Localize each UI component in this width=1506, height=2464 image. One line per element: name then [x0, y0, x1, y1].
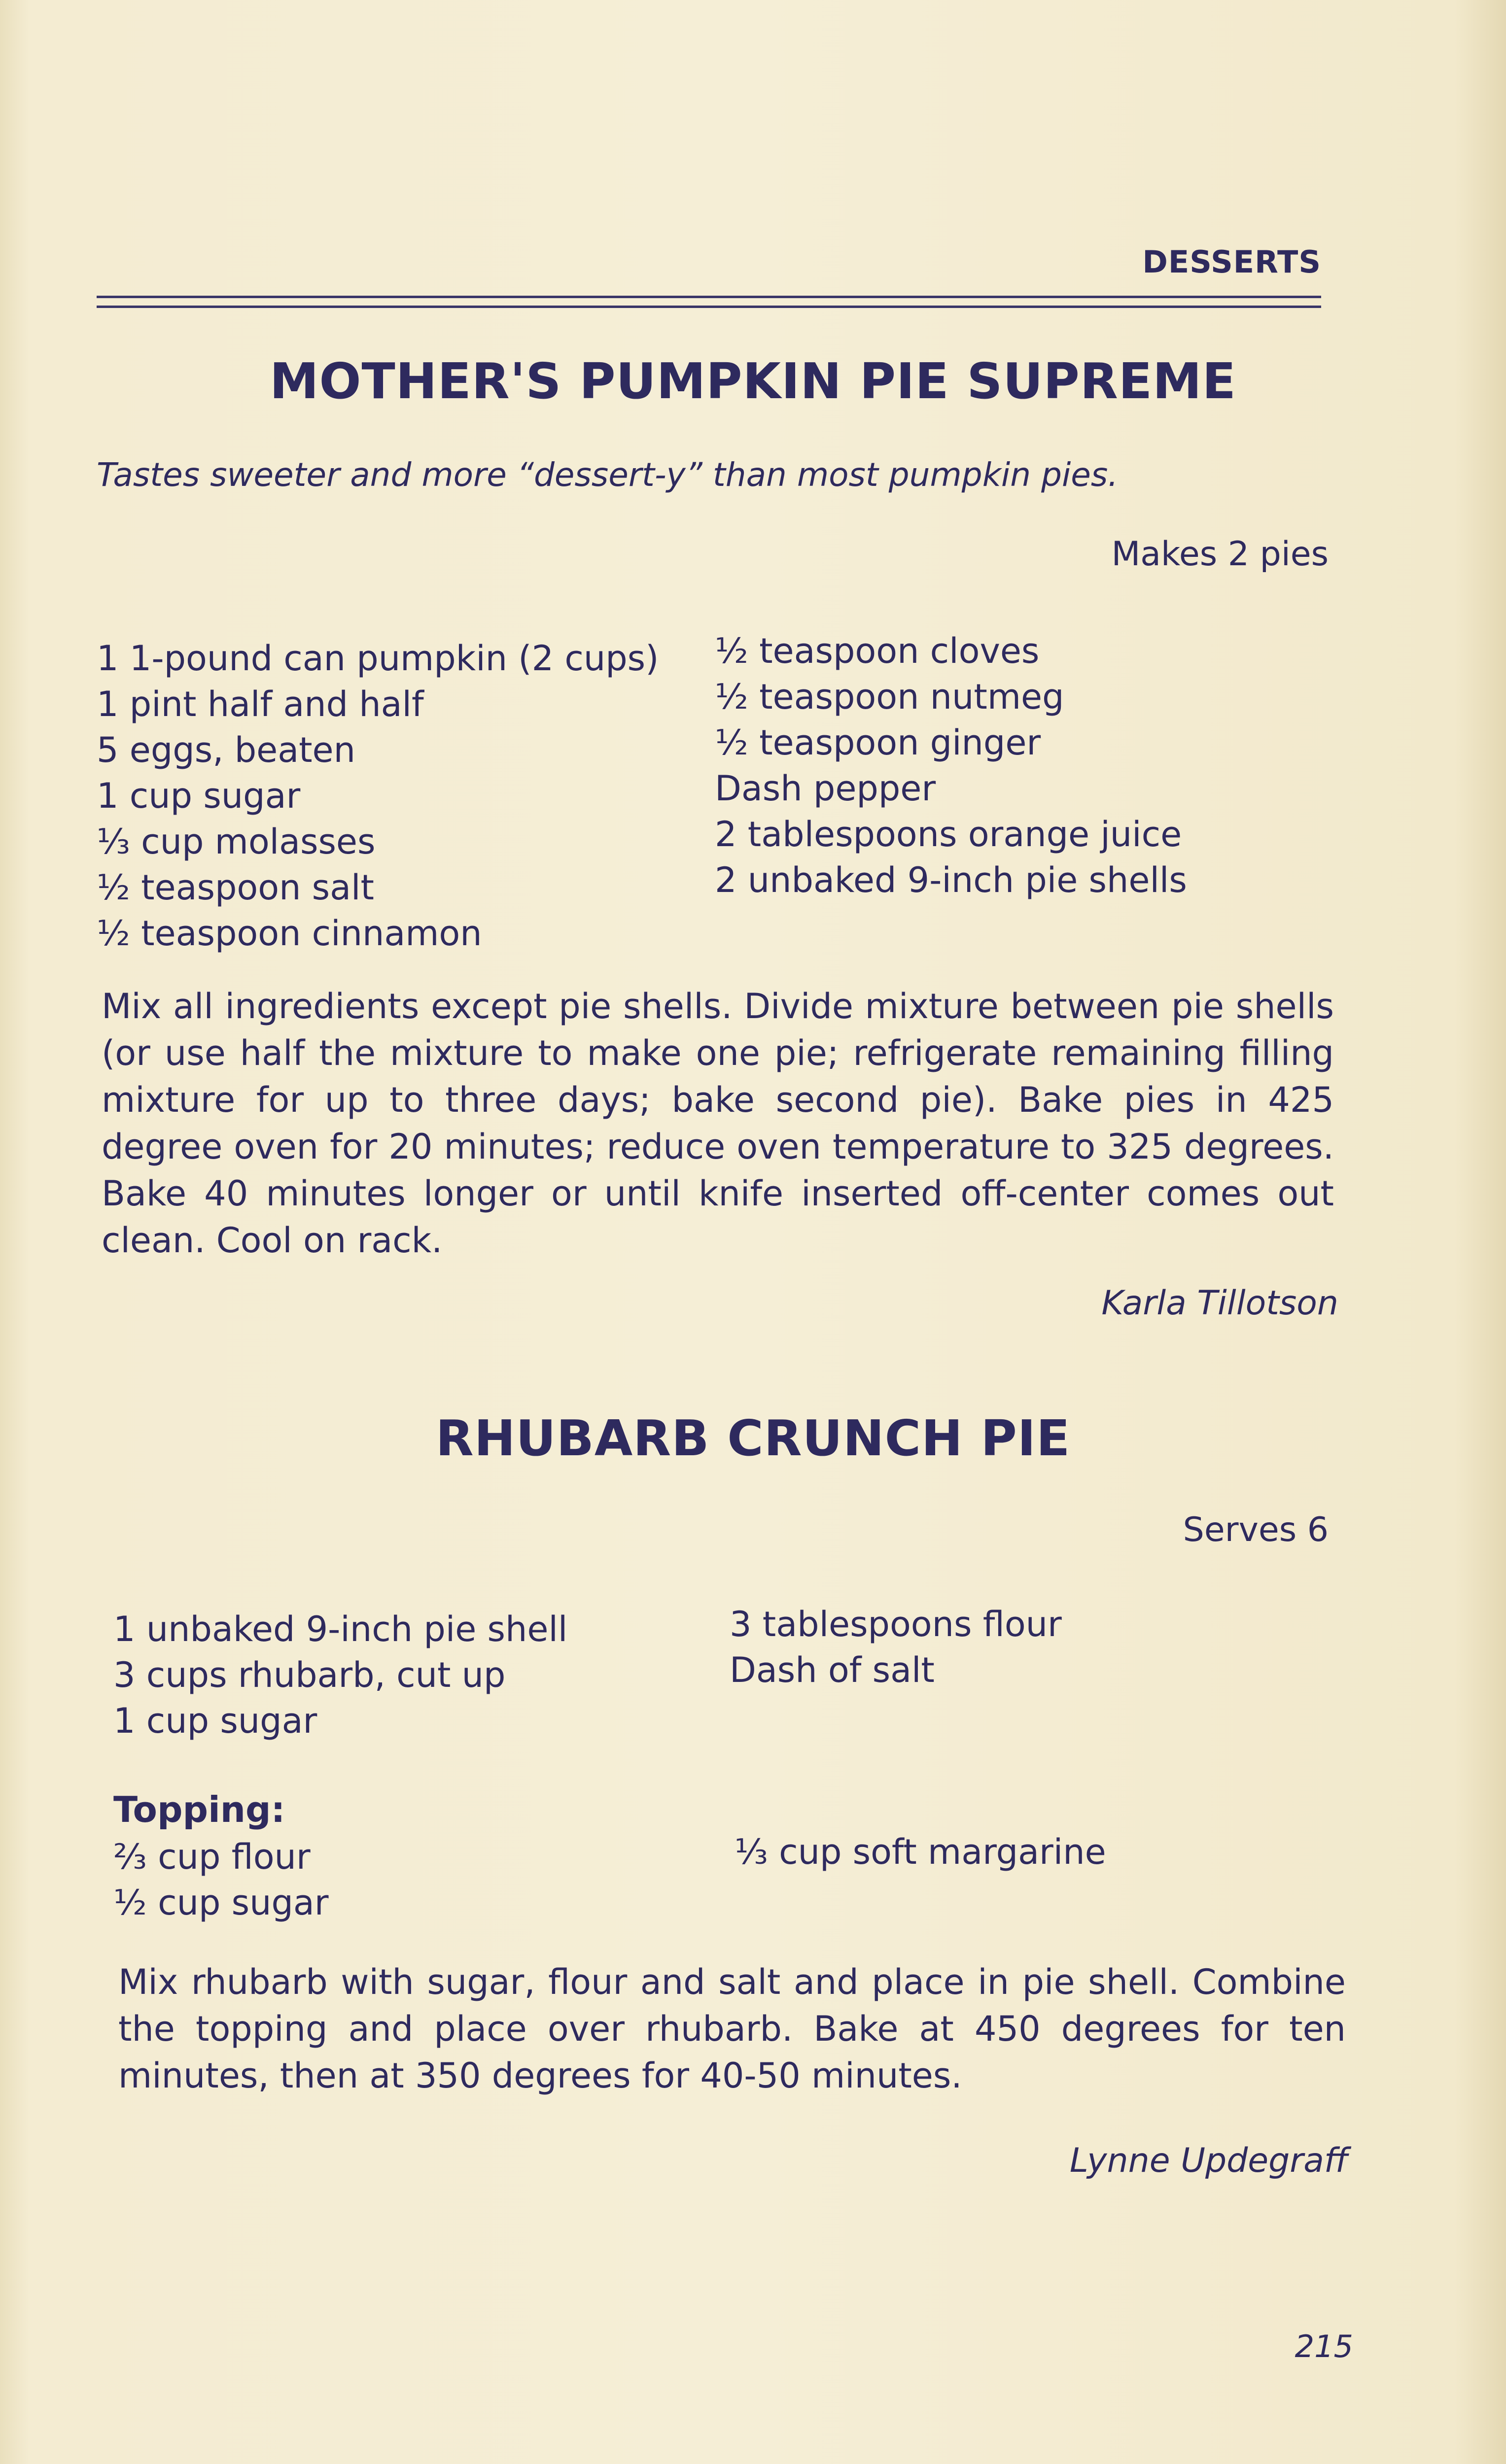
- ingredient-item: Dash of salt: [730, 1650, 935, 1690]
- ingredients-right-column: [715, 628, 1187, 903]
- ingredient-item: 5 eggs, beaten: [97, 730, 355, 770]
- ingredient-item: ½ teaspoon ginger: [715, 722, 1041, 763]
- ingredient-item: 2 tablespoons orange juice: [715, 814, 1182, 855]
- header-rule-top: [97, 296, 1321, 298]
- recipe-yield: Serves 6: [1183, 1510, 1329, 1549]
- ingredient-item: 1 unbaked 9-inch pie shell: [113, 1609, 568, 1649]
- ingredients-right-column: [730, 1602, 1062, 1693]
- recipe-intro: Tastes sweeter and more “dessert-y” than most pumpkin pies.: [97, 456, 1119, 494]
- ingredients-left-column: [97, 636, 659, 957]
- recipe-author: Lynne Updegraff: [1069, 2141, 1348, 2180]
- ingredient-item: ⅓ cup molasses: [97, 821, 376, 862]
- ingredient-item: ⅔ cup flour: [113, 1837, 311, 1877]
- topping-left-column: [113, 1834, 329, 1926]
- ingredient-item: 3 cups rhubarb, cut up: [113, 1655, 506, 1695]
- ingredient-item: ½ teaspoon cinnamon: [97, 913, 482, 954]
- ingredient-item: 1 1-pound can pumpkin (2 cups): [97, 638, 659, 679]
- ingredient-item: ½ cup sugar: [113, 1882, 329, 1923]
- recipe-title: MOTHER'S PUMPKIN PIE SUPREME: [270, 352, 1236, 410]
- recipe-title: RHUBARB CRUNCH PIE: [435, 1409, 1071, 1467]
- topping-right-column: [735, 1829, 1106, 1875]
- ingredient-item: 3 tablespoons flour: [730, 1604, 1062, 1644]
- page-number: 215: [1295, 2328, 1353, 2364]
- recipe-directions: Mix rhubarb with sugar, flour and salt and place in pie shell. Combine the topping and place over rhubarb. Bake at 450 degrees for ten minutes, then at 350 degrees for 40-50 minutes.: [118, 1962, 1346, 2096]
- recipe-author: Karla Tillotson: [1101, 1284, 1338, 1323]
- ingredient-item: ⅓ cup soft margarine: [735, 1832, 1106, 1872]
- ingredient-item: 1 cup sugar: [97, 776, 301, 816]
- header-rule-bottom: [97, 306, 1321, 308]
- recipe-directions: Mix all ingredients except pie shells. Divide mixture between pie shells (or use half the mixture to make one pie; refrigerate remaining filling mixture for up to three days; bake second pie). Bake pies in 425 degree oven for 20 minutes; reduce oven temperature to 325 degrees. Bake 40 minutes longer or until knife inserted off-center comes out clean. Cool on rack.: [102, 986, 1334, 1261]
- ingredient-item: 1 cup sugar: [113, 1701, 317, 1741]
- ingredient-item: ½ teaspoon cloves: [715, 631, 1040, 671]
- topping-label: Topping:: [113, 1789, 285, 1830]
- section-label: DESSERTS: [1142, 244, 1321, 280]
- ingredient-item: Dash pepper: [715, 768, 936, 809]
- ingredient-item: 1 pint half and half: [97, 684, 424, 724]
- ingredient-item: 2 unbaked 9-inch pie shells: [715, 860, 1187, 900]
- ingredients-left-column: [113, 1607, 567, 1744]
- ingredient-item: ½ teaspoon nutmeg: [715, 677, 1064, 717]
- ingredient-item: ½ teaspoon salt: [97, 867, 374, 908]
- recipe-yield: Makes 2 pies: [1111, 535, 1329, 574]
